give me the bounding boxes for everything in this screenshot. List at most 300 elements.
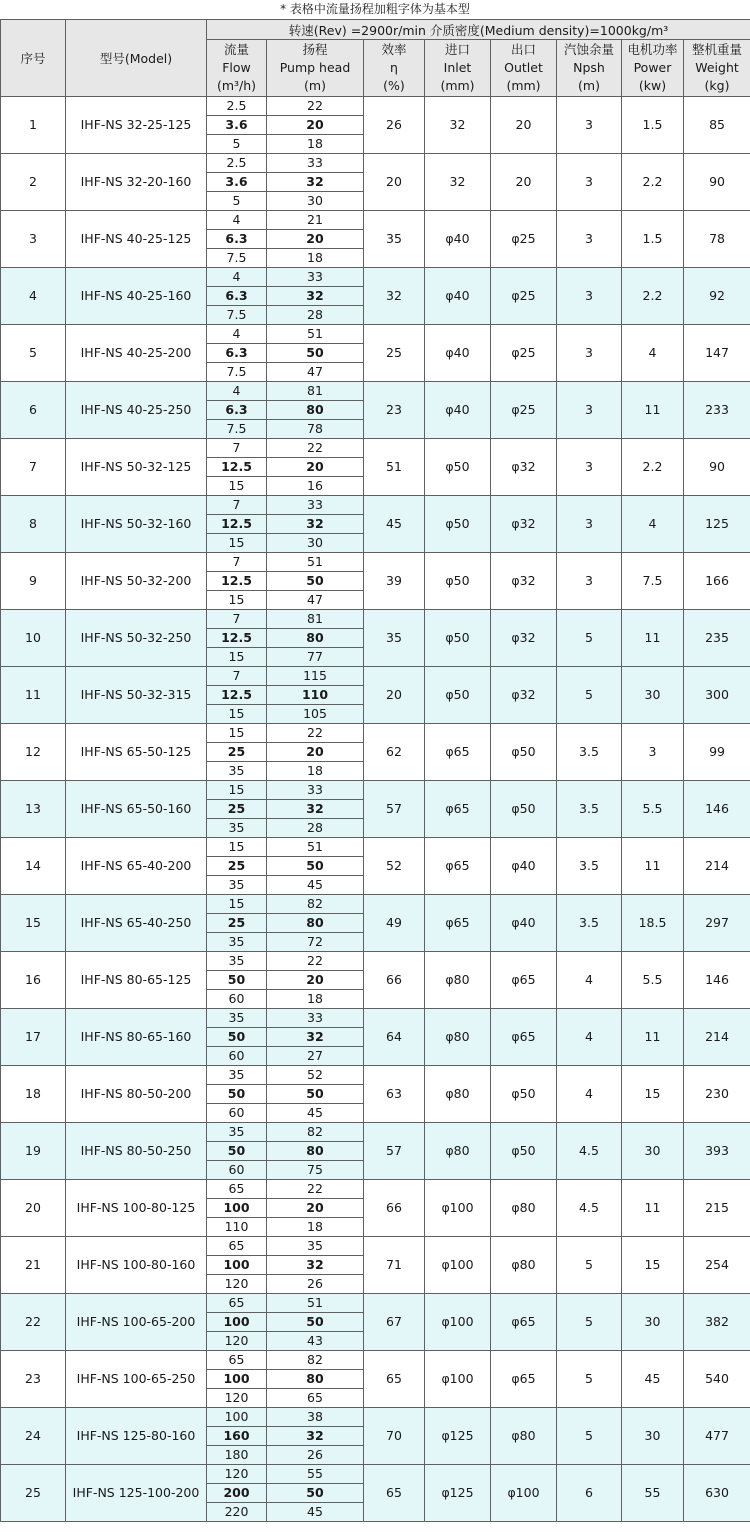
- flow-cell: 100: [207, 1199, 267, 1218]
- model-cell: IHF-NS 50-32-250: [66, 610, 207, 667]
- inlet-cell: φ80: [425, 952, 491, 1009]
- row-index: 24: [1, 1408, 66, 1465]
- inlet-cell: φ65: [425, 724, 491, 781]
- flow-cell: 100: [207, 1313, 267, 1332]
- inlet-cell: φ100: [425, 1237, 491, 1294]
- flow-cell: 65: [207, 1294, 267, 1313]
- efficiency-cell: 66: [364, 1180, 425, 1237]
- inlet-cell: φ50: [425, 667, 491, 724]
- npsh-cell: 5: [557, 610, 622, 667]
- header-weight: [684, 40, 750, 97]
- weight-cell: 214: [684, 838, 750, 895]
- inlet-cell: φ65: [425, 781, 491, 838]
- flow-cell: 12.5: [207, 515, 267, 534]
- weight-cell: 393: [684, 1123, 750, 1180]
- power-cell: 55: [622, 1465, 684, 1522]
- flow-cell: 7: [207, 610, 267, 629]
- head-cell: 47: [267, 363, 364, 382]
- head-cell: 16: [267, 477, 364, 496]
- outlet-cell: φ32: [491, 667, 557, 724]
- npsh-cell: 4.5: [557, 1123, 622, 1180]
- flow-cell: 12.5: [207, 458, 267, 477]
- power-cell: 18.5: [622, 895, 684, 952]
- head-cell: 80: [267, 914, 364, 933]
- weight-cell: 166: [684, 553, 750, 610]
- weight-cell: 85: [684, 97, 750, 154]
- row-index: 25: [1, 1465, 66, 1522]
- npsh-cell: 3: [557, 496, 622, 553]
- flow-cell: 65: [207, 1351, 267, 1370]
- header-weight-line: (kg): [704, 78, 730, 93]
- power-cell: 3: [622, 724, 684, 781]
- flow-cell: 15: [207, 705, 267, 724]
- weight-cell: 146: [684, 952, 750, 1009]
- weight-cell: 92: [684, 268, 750, 325]
- head-cell: 26: [267, 1275, 364, 1294]
- head-cell: 51: [267, 325, 364, 344]
- weight-cell: 90: [684, 154, 750, 211]
- flow-cell: 7: [207, 496, 267, 515]
- inlet-cell: φ100: [425, 1294, 491, 1351]
- flow-cell: 100: [207, 1408, 267, 1427]
- table-row: [1, 553, 750, 572]
- outlet-cell: φ50: [491, 781, 557, 838]
- power-cell: 4: [622, 325, 684, 382]
- row-index: 23: [1, 1351, 66, 1408]
- flow-cell: 5: [207, 192, 267, 211]
- head-cell: 28: [267, 306, 364, 325]
- head-cell: 21: [267, 211, 364, 230]
- flow-cell: 50: [207, 1085, 267, 1104]
- header-efficiency: [364, 40, 425, 97]
- header-conditions: 转速(Rev) =2900r/min 介质密度(Medium density)=1000kg/m³: [207, 20, 750, 40]
- head-cell: 22: [267, 97, 364, 116]
- head-cell: 82: [267, 895, 364, 914]
- efficiency-cell: 65: [364, 1465, 425, 1522]
- head-cell: 105: [267, 705, 364, 724]
- table-row: [1, 781, 750, 800]
- efficiency-cell: 39: [364, 553, 425, 610]
- model-cell: IHF-NS 50-32-125: [66, 439, 207, 496]
- inlet-cell: φ80: [425, 1009, 491, 1066]
- flow-cell: 200: [207, 1484, 267, 1503]
- flow-cell: 12.5: [207, 629, 267, 648]
- model-cell: IHF-NS 40-25-200: [66, 325, 207, 382]
- npsh-cell: 3: [557, 382, 622, 439]
- header-efficiency-line: η: [390, 60, 398, 75]
- flow-cell: 15: [207, 648, 267, 667]
- npsh-cell: 3: [557, 553, 622, 610]
- header-weight-line: 整机重量: [692, 42, 743, 57]
- model-cell: IHF-NS 100-80-160: [66, 1237, 207, 1294]
- table-note: * 表格中流量扬程加粗字体为基本型: [280, 2, 470, 16]
- flow-cell: 4: [207, 268, 267, 287]
- model-cell: IHF-NS 50-32-200: [66, 553, 207, 610]
- head-cell: 30: [267, 534, 364, 553]
- head-cell: 20: [267, 116, 364, 135]
- table-row: [1, 439, 750, 458]
- outlet-cell: φ32: [491, 610, 557, 667]
- power-cell: 7.5: [622, 553, 684, 610]
- flow-cell: 2.5: [207, 97, 267, 116]
- flow-cell: 35: [207, 762, 267, 781]
- npsh-cell: 5: [557, 1294, 622, 1351]
- head-cell: 50: [267, 344, 364, 363]
- header-power-line: 电机功率: [627, 42, 678, 57]
- npsh-cell: 3: [557, 439, 622, 496]
- flow-cell: 4: [207, 211, 267, 230]
- inlet-cell: 32: [425, 154, 491, 211]
- flow-cell: 100: [207, 1256, 267, 1275]
- outlet-cell: φ80: [491, 1237, 557, 1294]
- flow-cell: 100: [207, 1370, 267, 1389]
- model-cell: IHF-NS 32-25-125: [66, 97, 207, 154]
- flow-cell: 7.5: [207, 420, 267, 439]
- outlet-cell: φ65: [491, 1351, 557, 1408]
- table-row: [1, 211, 750, 230]
- model-cell: IHF-NS 40-25-160: [66, 268, 207, 325]
- efficiency-cell: 26: [364, 97, 425, 154]
- flow-cell: 120: [207, 1389, 267, 1408]
- power-cell: 5.5: [622, 781, 684, 838]
- head-cell: 33: [267, 268, 364, 287]
- head-cell: 50: [267, 1085, 364, 1104]
- model-cell: IHF-NS 80-50-200: [66, 1066, 207, 1123]
- model-cell: IHF-NS 65-50-125: [66, 724, 207, 781]
- head-cell: 32: [267, 515, 364, 534]
- efficiency-cell: 35: [364, 610, 425, 667]
- efficiency-cell: 45: [364, 496, 425, 553]
- flow-cell: 6.3: [207, 344, 267, 363]
- inlet-cell: 32: [425, 97, 491, 154]
- npsh-cell: 5: [557, 667, 622, 724]
- table-row: [1, 1123, 750, 1142]
- head-cell: 32: [267, 1427, 364, 1446]
- head-cell: 33: [267, 496, 364, 515]
- row-index: 22: [1, 1294, 66, 1351]
- head-cell: 38: [267, 1408, 364, 1427]
- table-row: [1, 97, 750, 116]
- head-cell: 45: [267, 1503, 364, 1522]
- row-index: 2: [1, 154, 66, 211]
- table-row: [1, 667, 750, 686]
- flow-cell: 7.5: [207, 363, 267, 382]
- flow-cell: 7.5: [207, 306, 267, 325]
- header-outlet: [491, 40, 557, 97]
- power-cell: 45: [622, 1351, 684, 1408]
- head-cell: 18: [267, 135, 364, 154]
- header-efficiency-line: (%): [383, 78, 405, 93]
- flow-cell: 160: [207, 1427, 267, 1446]
- head-cell: 82: [267, 1351, 364, 1370]
- outlet-cell: φ25: [491, 382, 557, 439]
- weight-cell: 477: [684, 1408, 750, 1465]
- table-row: [1, 952, 750, 971]
- outlet-cell: φ32: [491, 553, 557, 610]
- flow-cell: 7: [207, 553, 267, 572]
- flow-cell: 60: [207, 990, 267, 1009]
- head-cell: 22: [267, 952, 364, 971]
- header-weight-line: Weight: [695, 60, 739, 75]
- header-power-line: (kw): [638, 78, 667, 93]
- header-npsh: [557, 40, 622, 97]
- model-cell: IHF-NS 125-80-160: [66, 1408, 207, 1465]
- flow-cell: 50: [207, 1142, 267, 1161]
- flow-cell: 15: [207, 534, 267, 553]
- weight-cell: 254: [684, 1237, 750, 1294]
- flow-cell: 2.5: [207, 154, 267, 173]
- flow-cell: 35: [207, 1009, 267, 1028]
- table-row: [1, 724, 750, 743]
- head-cell: 22: [267, 724, 364, 743]
- head-cell: 65: [267, 1389, 364, 1408]
- head-cell: 26: [267, 1446, 364, 1465]
- npsh-cell: 4.5: [557, 1180, 622, 1237]
- inlet-cell: φ100: [425, 1180, 491, 1237]
- row-index: 9: [1, 553, 66, 610]
- outlet-cell: φ25: [491, 325, 557, 382]
- efficiency-cell: 20: [364, 154, 425, 211]
- weight-cell: 125: [684, 496, 750, 553]
- table-row: [1, 154, 750, 173]
- table-row: [1, 1237, 750, 1256]
- table-row: [1, 1066, 750, 1085]
- flow-cell: 5: [207, 135, 267, 154]
- flow-cell: 15: [207, 477, 267, 496]
- flow-cell: 12.5: [207, 572, 267, 591]
- table-row: [1, 268, 750, 287]
- efficiency-cell: 70: [364, 1408, 425, 1465]
- efficiency-cell: 35: [364, 211, 425, 268]
- outlet-cell: φ65: [491, 1294, 557, 1351]
- table-row: [1, 1465, 750, 1484]
- head-cell: 28: [267, 819, 364, 838]
- npsh-cell: 3.5: [557, 781, 622, 838]
- outlet-cell: 20: [491, 97, 557, 154]
- flow-cell: 7.5: [207, 249, 267, 268]
- model-cell: IHF-NS 40-25-125: [66, 211, 207, 268]
- inlet-cell: φ50: [425, 610, 491, 667]
- head-cell: 80: [267, 1142, 364, 1161]
- header-outlet-line: Outlet: [504, 60, 543, 75]
- power-cell: 11: [622, 838, 684, 895]
- flow-cell: 35: [207, 1066, 267, 1085]
- power-cell: 5.5: [622, 952, 684, 1009]
- outlet-cell: φ40: [491, 838, 557, 895]
- weight-cell: 214: [684, 1009, 750, 1066]
- flow-cell: 110: [207, 1218, 267, 1237]
- header-npsh-line: 汽蚀余量: [563, 42, 614, 57]
- head-cell: 50: [267, 572, 364, 591]
- header-outlet-line: (mm): [506, 78, 541, 93]
- outlet-cell: φ80: [491, 1408, 557, 1465]
- head-cell: 51: [267, 553, 364, 572]
- inlet-cell: φ40: [425, 268, 491, 325]
- power-cell: 11: [622, 382, 684, 439]
- weight-cell: 215: [684, 1180, 750, 1237]
- weight-cell: 630: [684, 1465, 750, 1522]
- flow-cell: 180: [207, 1446, 267, 1465]
- outlet-cell: φ100: [491, 1465, 557, 1522]
- header-flow-line: Flow: [222, 60, 251, 75]
- header-flow-line: 流量: [223, 42, 249, 57]
- header-inlet-line: 进口: [444, 42, 470, 57]
- model-cell: IHF-NS 80-50-250: [66, 1123, 207, 1180]
- flow-cell: 120: [207, 1332, 267, 1351]
- model-cell: IHF-NS 80-65-125: [66, 952, 207, 1009]
- weight-cell: 300: [684, 667, 750, 724]
- npsh-cell: 3: [557, 154, 622, 211]
- model-cell: IHF-NS 32-20-160: [66, 154, 207, 211]
- power-cell: 4: [622, 496, 684, 553]
- inlet-cell: φ65: [425, 895, 491, 952]
- row-index: 21: [1, 1237, 66, 1294]
- head-cell: 45: [267, 876, 364, 895]
- outlet-cell: φ25: [491, 268, 557, 325]
- efficiency-cell: 65: [364, 1351, 425, 1408]
- efficiency-cell: 52: [364, 838, 425, 895]
- head-cell: 32: [267, 287, 364, 306]
- npsh-cell: 4: [557, 952, 622, 1009]
- row-index: 10: [1, 610, 66, 667]
- flow-cell: 4: [207, 382, 267, 401]
- efficiency-cell: 25: [364, 325, 425, 382]
- inlet-cell: φ50: [425, 496, 491, 553]
- model-cell: IHF-NS 65-50-160: [66, 781, 207, 838]
- head-cell: 32: [267, 173, 364, 192]
- efficiency-cell: 32: [364, 268, 425, 325]
- power-cell: 15: [622, 1237, 684, 1294]
- efficiency-cell: 67: [364, 1294, 425, 1351]
- head-cell: 33: [267, 781, 364, 800]
- weight-cell: 382: [684, 1294, 750, 1351]
- power-cell: 30: [622, 667, 684, 724]
- table-row: [1, 838, 750, 857]
- flow-cell: 15: [207, 838, 267, 857]
- power-cell: 30: [622, 1294, 684, 1351]
- model-cell: IHF-NS 80-65-160: [66, 1009, 207, 1066]
- head-cell: 27: [267, 1047, 364, 1066]
- row-index: 13: [1, 781, 66, 838]
- weight-cell: 233: [684, 382, 750, 439]
- npsh-cell: 4: [557, 1066, 622, 1123]
- weight-cell: 99: [684, 724, 750, 781]
- head-cell: 33: [267, 154, 364, 173]
- power-cell: 15: [622, 1066, 684, 1123]
- flow-cell: 60: [207, 1161, 267, 1180]
- row-index: 12: [1, 724, 66, 781]
- inlet-cell: φ40: [425, 382, 491, 439]
- flow-cell: 6.3: [207, 287, 267, 306]
- row-index: 16: [1, 952, 66, 1009]
- weight-cell: 146: [684, 781, 750, 838]
- npsh-cell: 3.5: [557, 724, 622, 781]
- outlet-cell: φ32: [491, 439, 557, 496]
- flow-cell: 15: [207, 591, 267, 610]
- head-cell: 20: [267, 743, 364, 762]
- flow-cell: 50: [207, 1028, 267, 1047]
- row-index: 7: [1, 439, 66, 496]
- flow-cell: 60: [207, 1104, 267, 1123]
- row-index: 14: [1, 838, 66, 895]
- table-row: [1, 1009, 750, 1028]
- power-cell: 11: [622, 1180, 684, 1237]
- head-cell: 35: [267, 1237, 364, 1256]
- header-outlet-line: 出口: [510, 42, 536, 57]
- flow-cell: 15: [207, 781, 267, 800]
- head-cell: 20: [267, 971, 364, 990]
- head-cell: 32: [267, 1256, 364, 1275]
- weight-cell: 235: [684, 610, 750, 667]
- npsh-cell: 5: [557, 1351, 622, 1408]
- inlet-cell: φ80: [425, 1066, 491, 1123]
- flow-cell: 6.3: [207, 401, 267, 420]
- head-cell: 50: [267, 1313, 364, 1332]
- flow-cell: 35: [207, 933, 267, 952]
- flow-cell: 3.6: [207, 116, 267, 135]
- header-efficiency-line: 效率: [381, 42, 407, 57]
- efficiency-cell: 20: [364, 667, 425, 724]
- head-cell: 22: [267, 1180, 364, 1199]
- head-cell: 82: [267, 1123, 364, 1142]
- header-index: 序号: [1, 20, 66, 97]
- header-power: [622, 40, 684, 97]
- row-index: 20: [1, 1180, 66, 1237]
- flow-cell: 25: [207, 800, 267, 819]
- efficiency-cell: 57: [364, 1123, 425, 1180]
- model-cell: IHF-NS 50-32-160: [66, 496, 207, 553]
- inlet-cell: φ100: [425, 1351, 491, 1408]
- power-cell: 30: [622, 1408, 684, 1465]
- efficiency-cell: 63: [364, 1066, 425, 1123]
- model-cell: IHF-NS 125-100-200: [66, 1465, 207, 1522]
- head-cell: 81: [267, 610, 364, 629]
- head-cell: 32: [267, 800, 364, 819]
- head-cell: 50: [267, 857, 364, 876]
- table-row: [1, 325, 750, 344]
- power-cell: 1.5: [622, 97, 684, 154]
- inlet-cell: φ80: [425, 1123, 491, 1180]
- power-cell: 2.2: [622, 268, 684, 325]
- model-cell: IHF-NS 65-40-200: [66, 838, 207, 895]
- header-npsh-line: (m): [578, 78, 600, 93]
- outlet-cell: φ32: [491, 496, 557, 553]
- outlet-cell: φ40: [491, 895, 557, 952]
- inlet-cell: φ50: [425, 553, 491, 610]
- flow-cell: 25: [207, 914, 267, 933]
- efficiency-cell: 23: [364, 382, 425, 439]
- model-cell: IHF-NS 50-32-315: [66, 667, 207, 724]
- power-cell: 2.2: [622, 439, 684, 496]
- row-index: 15: [1, 895, 66, 952]
- npsh-cell: 6: [557, 1465, 622, 1522]
- outlet-cell: φ80: [491, 1180, 557, 1237]
- row-index: 17: [1, 1009, 66, 1066]
- head-cell: 20: [267, 230, 364, 249]
- outlet-cell: φ50: [491, 1066, 557, 1123]
- header-flow-line: (m³/h): [216, 78, 257, 93]
- head-cell: 30: [267, 192, 364, 211]
- flow-cell: 12.5: [207, 686, 267, 705]
- header-pump-head-line: Pump head: [279, 60, 351, 75]
- efficiency-cell: 71: [364, 1237, 425, 1294]
- header-inlet-line: Inlet: [443, 60, 472, 75]
- flow-cell: 120: [207, 1465, 267, 1484]
- table-row: [1, 1294, 750, 1313]
- table-row: [1, 1408, 750, 1427]
- npsh-cell: 3.5: [557, 895, 622, 952]
- head-cell: 80: [267, 629, 364, 648]
